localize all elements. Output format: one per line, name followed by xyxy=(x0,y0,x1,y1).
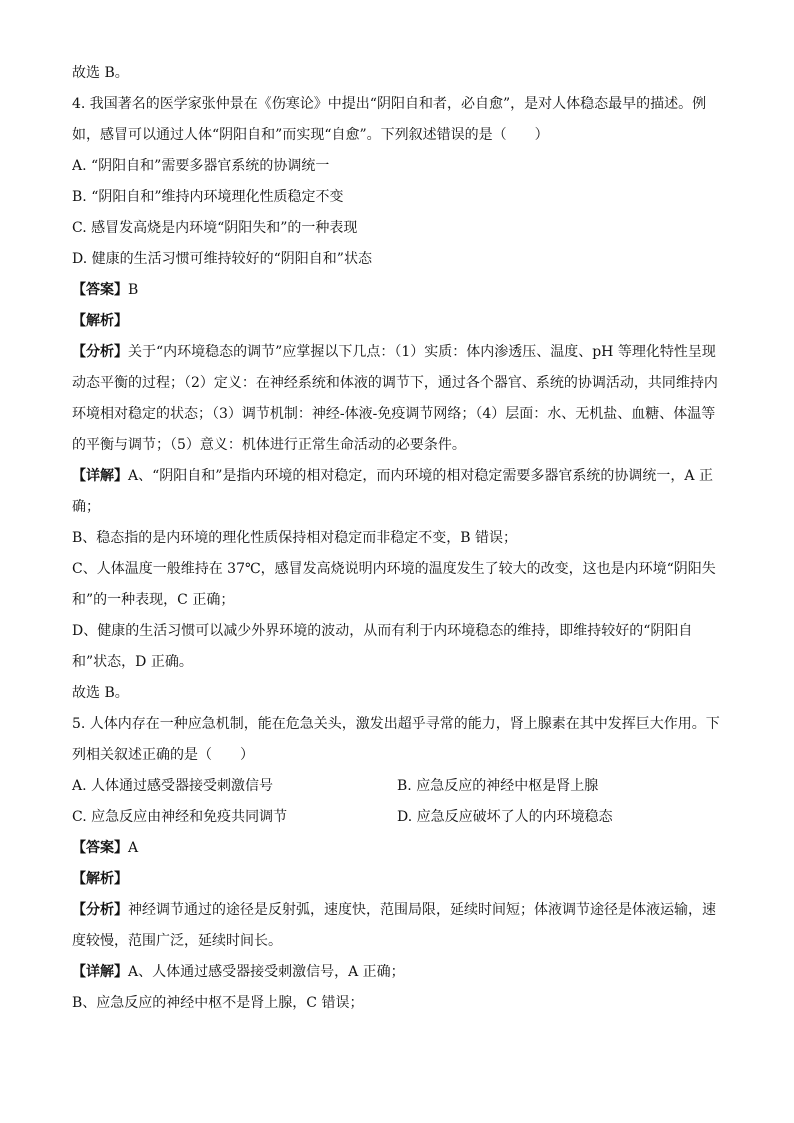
answer-value: A xyxy=(128,840,139,856)
question-5-options-row-1 xyxy=(72,771,722,802)
prev-answer-conclusion: 故选 B。 xyxy=(72,65,129,81)
question-4-analysis xyxy=(72,337,722,461)
question-5-option-b: B. 应急反应的神经中枢是肾上腺 xyxy=(397,778,599,794)
question-5-analysis xyxy=(72,895,722,957)
question-4-option-b: B. “阴阳自和”维持内环境理化性质稳定不变 xyxy=(72,189,344,205)
question-4-option-c: C. 感冒发高烧是内环境“阴阳失和”的一种表现 xyxy=(72,220,358,236)
analysis-text: 关于“内环境稳态的调节”应掌握以下几点：（1）实质：体内渗透压、温度、pH 等理化特性呈现动态平衡的过程；（2）定义：在神经系统和体液的调节下，通过各个器官、系统的协调活动，共同维持内环境相对稳定的状态；（3）调节机制：神经-体液-免疫调节网络；（4）层面：水、无机盐、血糖、体温等的平衡与调节；（5）意义：机体进行正常生命活动的必要条件。 xyxy=(72,344,718,453)
question-4-detail-d: D、健康的生活习惯可以减少外界环境的波动，从而有利于内环境稳态的维持，即维持较好的“阴阳自和”状态，D 正确。 xyxy=(72,623,693,670)
question-4-conclusion: 故选 B。 xyxy=(72,685,129,701)
question-4-jiexi xyxy=(72,306,722,337)
analysis-text: 神经调节通过的途径是反射弧，速度快，范围局限，延续时间短；体液调节途径是体液运输，速度较慢，范围广泛，延续时间长。 xyxy=(72,902,716,949)
analysis-tag: 【分析】 xyxy=(72,902,128,918)
document-page xyxy=(72,58,722,1019)
jiexi-tag: 【解析】 xyxy=(72,313,128,329)
question-5-option-a: A. 人体通过感受器接受刺激信号 xyxy=(72,778,274,794)
question-4-detail-a xyxy=(72,461,722,523)
question-4-detail-b: B、稳态指的是内环境的理化性质保持相对稳定而非稳定不变，B 错误； xyxy=(72,530,518,546)
question-4-option-a: A. “阴阳自和”需要多器官系统的协调统一 xyxy=(72,158,330,174)
question-5-options-row-2 xyxy=(72,802,722,833)
question-5-jiexi xyxy=(72,864,722,895)
question-5-stem: 5. 人体内存在一种应急机制，能在危急关头，激发出超乎寻常的能力，肾上腺素在其中发挥巨大作用。下列相关叙述正确的是（ ） xyxy=(72,716,720,763)
answer-value: B xyxy=(128,282,139,298)
jiexi-tag: 【解析】 xyxy=(72,871,128,887)
detail-tag: 【详解】 xyxy=(72,468,128,484)
question-5-answer xyxy=(72,833,722,864)
question-4-answer xyxy=(72,275,722,306)
detail-text-a: A、“阴阳自和”是指内环境的相对稳定，而内环境的相对稳定需要多器官系统的协调统一，A 正确； xyxy=(72,468,713,515)
answer-tag: 【答案】 xyxy=(72,282,128,298)
analysis-tag: 【分析】 xyxy=(72,344,128,360)
question-5-option-c: C. 应急反应由神经和免疫共同调节 xyxy=(72,809,288,825)
question-5-detail-a xyxy=(72,957,722,988)
detail-tag: 【详解】 xyxy=(72,964,128,980)
question-4-option-d: D. 健康的生活习惯可维持较好的“阴阳自和”状态 xyxy=(72,251,372,267)
question-5-detail-b: B、应急反应的神经中枢不是肾上腺，C 错误； xyxy=(72,995,364,1011)
detail-text-a: A、人体通过感受器接受刺激信号，A 正确； xyxy=(128,964,405,980)
question-4-stem: 4. 我国著名的医学家张仲景在《伤寒论》中提出“阴阳自和者，必自愈”，是对人体稳态最早的描述。例如，感冒可以通过人体“阴阳自和”而实现“自愈”。下列叙述错误的是（ ） xyxy=(72,96,707,143)
answer-tag: 【答案】 xyxy=(72,840,128,856)
question-5-option-d: D. 应急反应破坏了人的内环境稳态 xyxy=(397,809,613,825)
question-4-detail-c: C、人体温度一般维持在 37℃，感冒发高烧说明内环境的温度发生了较大的改变，这也是内环境“阴阳失和”的一种表现，C 正确； xyxy=(72,561,716,608)
